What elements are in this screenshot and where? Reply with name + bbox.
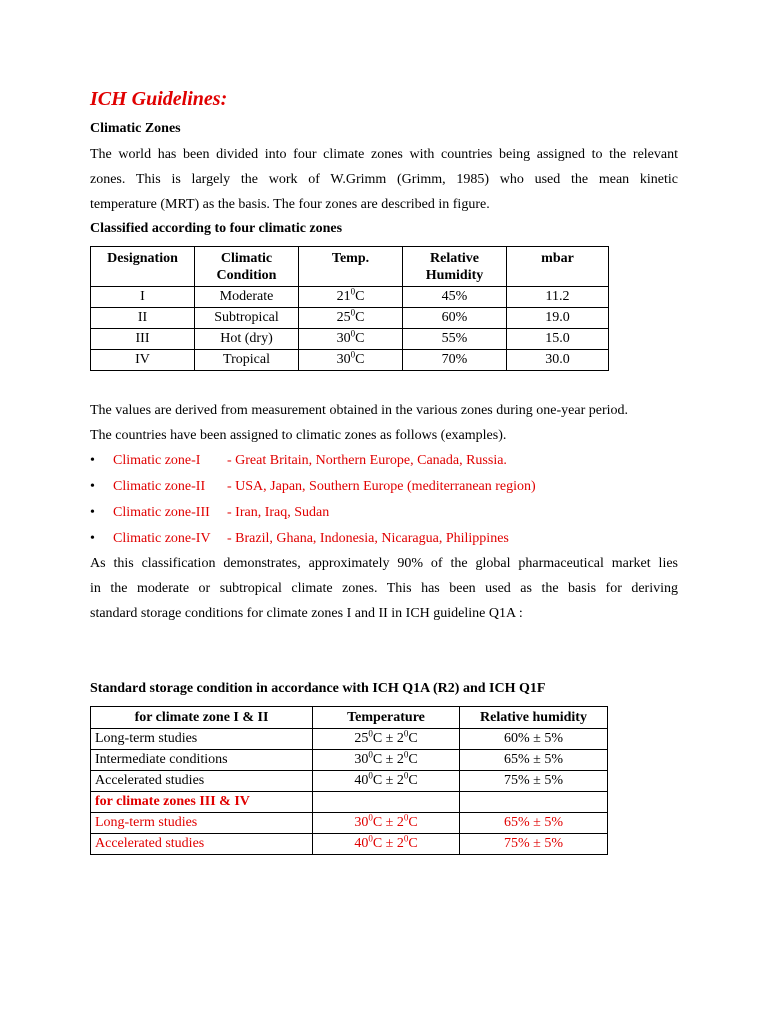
classification-line: in the moderate or subtropical climate zones. This has been used as the basis for deriving <box>90 581 678 596</box>
cell-temperature: $40^0C \pm 2^0C$ <box>313 834 460 855</box>
list-item <box>90 526 536 552</box>
table1-title: Classified according to four climatic zones <box>90 221 343 236</box>
cell-mbar: 15.0 <box>507 329 609 350</box>
cell-empty <box>313 792 460 813</box>
cell-designation: II <box>91 308 195 329</box>
climatic-zones-table <box>90 246 609 371</box>
cell-temperature: $40^0C \pm 2^0C$ <box>313 771 460 792</box>
intro-paragraph <box>90 142 678 217</box>
cell-temperature: $30^0C \pm 2^0C$ <box>313 750 460 771</box>
climatic-zone-list <box>90 448 536 552</box>
cell-condition: Tropical <box>195 350 299 371</box>
zone-name: Climatic zone-I <box>113 453 201 468</box>
header-mbar: mbar <box>507 247 609 287</box>
zone-countries: - Brazil, Ghana, Indonesia, Nicaragua, Philippines <box>227 531 509 546</box>
cell-mbar: 11.2 <box>507 287 609 308</box>
table-row <box>91 792 608 813</box>
cell-humidity: 75% ± 5% <box>460 771 608 792</box>
cell-study: Intermediate conditions <box>91 750 313 771</box>
table-row <box>91 308 609 329</box>
cell-designation: IV <box>91 350 195 371</box>
list-item <box>90 448 536 474</box>
table-row <box>91 834 608 855</box>
table-row <box>91 771 608 792</box>
cell-designation: III <box>91 329 195 350</box>
cell-temperature: $30^0C \pm 2^0C$ <box>313 813 460 834</box>
zone-countries: - Great Britain, Northern Europe, Canada, Russia. <box>227 453 507 468</box>
cell-humidity: 60% ± 5% <box>460 729 608 750</box>
cell-study: Long-term studies <box>91 813 313 834</box>
cell-study: Accelerated studies <box>91 834 313 855</box>
bullet-icon: • <box>90 531 95 546</box>
cell-temp: $30^0C$ <box>299 329 403 350</box>
table-row <box>91 813 608 834</box>
intro-line: The world has been divided into four climate zones with countries being assigned to the relevant <box>90 147 678 162</box>
cell-temp: $30^0C$ <box>299 350 403 371</box>
header-relative-humidity: Relative Humidity <box>403 247 507 287</box>
cell-study: Accelerated studies <box>91 771 313 792</box>
table-row <box>91 350 609 371</box>
cell-study: Long-term studies <box>91 729 313 750</box>
derivation-line: The countries have been assigned to climatic zones as follows (examples). <box>90 428 507 443</box>
intro-line: temperature (MRT) as the basis. The four zones are described in figure. <box>90 197 490 212</box>
header-climate-zone: for climate zone I & II <box>91 707 313 729</box>
cell-humidity: 70% <box>403 350 507 371</box>
table-row <box>91 329 609 350</box>
intro-line: zones. This is largely the work of W.Grimm (Grimm, 1985) who used the mean kinetic <box>90 172 678 187</box>
cell-condition: Subtropical <box>195 308 299 329</box>
table2-title: Standard storage condition in accordance with ICH Q1A (R2) and ICH Q1F <box>90 681 546 696</box>
cell-temp: $21^0C$ <box>299 287 403 308</box>
cell-designation: I <box>91 287 195 308</box>
cell-humidity: 55% <box>403 329 507 350</box>
page-title: ICH Guidelines: <box>90 88 228 110</box>
cell-condition: Hot (dry) <box>195 329 299 350</box>
zone-countries: - Iran, Iraq, Sudan <box>227 505 330 520</box>
classification-paragraph <box>90 551 678 626</box>
zone34-label: for climate zones III & IV <box>91 792 313 813</box>
list-item <box>90 474 536 500</box>
storage-conditions-table <box>90 706 608 855</box>
bullet-icon: • <box>90 453 95 468</box>
cell-empty <box>460 792 608 813</box>
list-item <box>90 500 536 526</box>
header-designation: Designation <box>91 247 195 287</box>
table-row <box>91 750 608 771</box>
cell-humidity: 65% ± 5% <box>460 750 608 771</box>
table-header-row <box>91 707 608 729</box>
section-title-climatic-zones: Climatic Zones <box>90 121 181 136</box>
cell-humidity: 75% ± 5% <box>460 834 608 855</box>
cell-humidity: 60% <box>403 308 507 329</box>
table-row <box>91 729 608 750</box>
cell-condition: Moderate <box>195 287 299 308</box>
cell-mbar: 30.0 <box>507 350 609 371</box>
derivation-paragraph <box>90 398 678 448</box>
cell-temp: $25^0C$ <box>299 308 403 329</box>
header-relative-humidity: Relative humidity <box>460 707 608 729</box>
bullet-icon: • <box>90 479 95 494</box>
cell-humidity: 65% ± 5% <box>460 813 608 834</box>
derivation-line: The values are derived from measurement obtained in the various zones during one-year period. <box>90 403 629 418</box>
cell-temperature: $25^0C \pm 2^0C$ <box>313 729 460 750</box>
classification-line: standard storage conditions for climate zones I and II in ICH guideline Q1A : <box>90 606 523 621</box>
header-temp: Temp. <box>299 247 403 287</box>
classification-line: As this classification demonstrates, approximately 90% of the global pharmaceutical market lies <box>90 556 678 571</box>
zone-name: Climatic zone-II <box>113 479 206 494</box>
zone-name: Climatic zone-IV <box>113 531 211 546</box>
header-climatic-condition: Climatic Condition <box>195 247 299 287</box>
cell-humidity: 45% <box>403 287 507 308</box>
table-row <box>91 287 609 308</box>
cell-mbar: 19.0 <box>507 308 609 329</box>
zone-name: Climatic zone-III <box>113 505 210 520</box>
zone-countries: - USA, Japan, Southern Europe (mediterranean region) <box>227 479 536 494</box>
bullet-icon: • <box>90 505 95 520</box>
header-temperature: Temperature <box>313 707 460 729</box>
table-header-row <box>91 247 609 287</box>
